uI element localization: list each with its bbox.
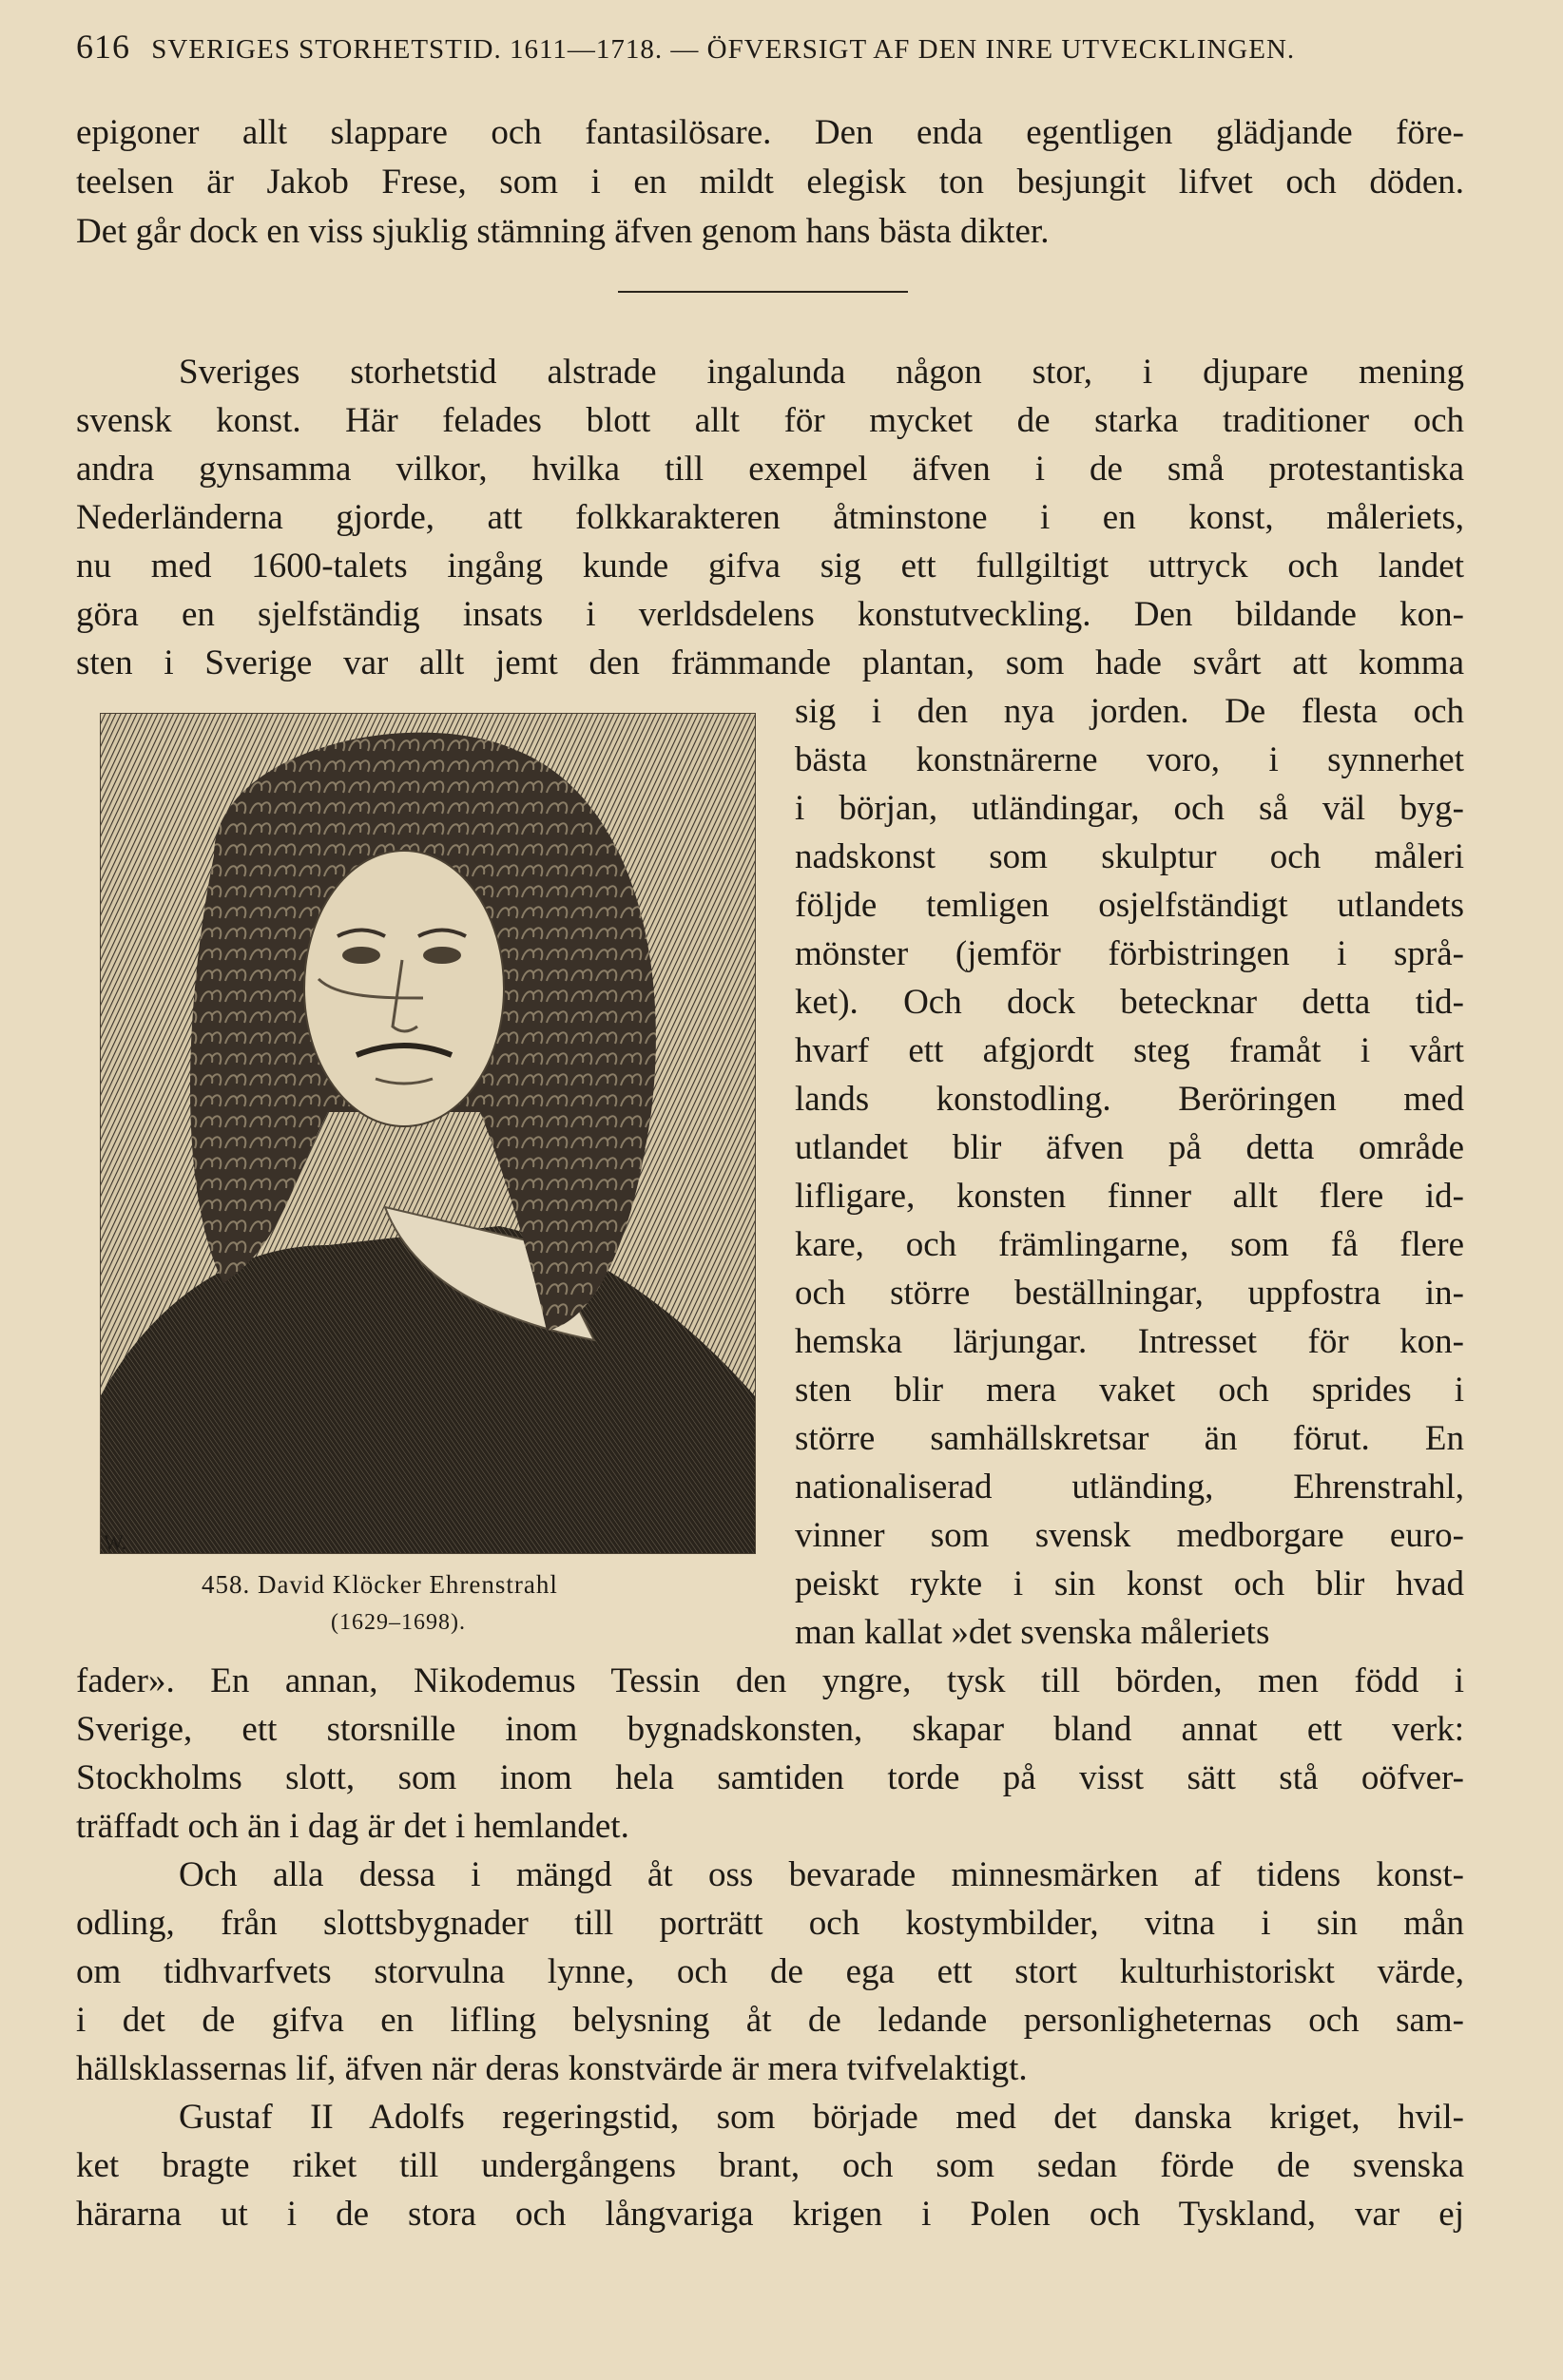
- text-line: nadskonst som skulptur och måleri: [795, 837, 1464, 876]
- text-line: träffadt och än i dag är det i hemlandet.: [76, 1807, 629, 1846]
- text-line: peiskt rykte i sin konst och blir hvad: [795, 1564, 1464, 1603]
- left-eye: [342, 947, 380, 964]
- text-line: sten i Sverige var allt jemt den främmande plantan, som hade svårt att komma: [76, 643, 1464, 682]
- figure-caption: 458. David Klöcker Ehrenstrahl: [202, 1570, 558, 1599]
- engraver-mark: W.: [104, 1530, 127, 1554]
- text-line: ket bragte riket till undergångens brant, och som sedan förde de svenska: [76, 2146, 1464, 2185]
- text-line: lands konstodling. Beröringen med: [795, 1080, 1464, 1119]
- text-line: bästa konstnärerne voro, i synnerhet: [795, 740, 1464, 779]
- text-line: man kallat »det svenska måleriets: [795, 1613, 1270, 1652]
- text-line: epigoner allt slappare och fantasilösare. Den enda egentligen glädjande före-: [76, 113, 1464, 152]
- text-line: odling, från slottsbygnader till porträtt och kostymbilder, vitna i sin mån: [76, 1904, 1464, 1943]
- text-line: i det de gifva en lifling belysning åt de ledande personligheternas och sam-: [76, 2001, 1464, 2040]
- text-line: Sverige, ett storsnille inom bygnadskonsten, skapar bland annat ett verk:: [76, 1710, 1464, 1749]
- text-line: och större beställningar, uppfostra in-: [795, 1274, 1464, 1313]
- text-line: följde temligen osjelfständigt utlandets: [795, 886, 1464, 925]
- running-header: [76, 27, 1483, 67]
- text-line: hemska lärjungar. Intresset för kon-: [795, 1322, 1464, 1361]
- text-line: Stockholms slott, som inom hela samtiden torde på visst sätt stå oöfver-: [76, 1758, 1464, 1797]
- section-divider: [618, 291, 908, 293]
- text-line: sten blir mera vaket och sprides i: [795, 1371, 1464, 1410]
- text-line: större samhällskretsar än förut. En: [795, 1419, 1464, 1458]
- portrait-engraving: [100, 713, 756, 1554]
- text-line: nu med 1600-talets ingång kunde gifva sig ett fullgiltigt uttryck och landet: [76, 547, 1464, 585]
- text-line: om tidhvarfvets storvulna lynne, och de ega ett stort kulturhistoriskt värde,: [76, 1952, 1464, 1991]
- text-line: vinner som svensk medborgare euro-: [795, 1516, 1464, 1555]
- text-line: härarna ut i de stora och långvariga krigen i Polen och Tyskland, var ej: [76, 2195, 1464, 2234]
- text-line: Det går dock en viss sjuklig stämning äfven genom hans bästa dikter.: [76, 212, 1050, 251]
- text-line: i början, utländingar, och så väl byg-: [795, 789, 1464, 828]
- right-eye: [423, 947, 461, 964]
- text-line: mönster (jemför förbistringen i språ-: [795, 934, 1464, 973]
- text-line: andra gynsamma vilkor, hvilka till exempel äfven i de små protestantiska: [76, 450, 1464, 489]
- text-line: teelsen är Jakob Frese, som i en mildt elegisk ton besjungit lifvet och döden.: [76, 163, 1464, 202]
- text-line: lifligare, konsten finner allt flere id-: [795, 1177, 1464, 1216]
- text-line: Gustaf II Adolfs regeringstid, som började med det danska kriget, hvil-: [179, 2098, 1464, 2137]
- text-line: nationaliserad utländing, Ehrenstrahl,: [795, 1468, 1464, 1507]
- text-line: Nederländerna gjorde, att folkkarakteren åtminstone i en konst, måleriets,: [76, 498, 1464, 537]
- text-line: göra en sjelfständig insats i verldsdelens konstutveckling. Den bildande kon-: [76, 595, 1464, 634]
- text-line: sig i den nya jorden. De flesta och: [795, 692, 1464, 731]
- text-line: Sveriges storhetstid alstrade ingalunda någon stor, i djupare mening: [179, 353, 1464, 392]
- page-number: 616: [76, 28, 130, 66]
- text-line: svensk konst. Här felades blott allt för mycket de starka traditioner och: [76, 401, 1464, 440]
- running-title: SVERIGES STORHETSTID. 1611—1718. — ÖFVERSIGT AF DEN INRE UTVECKLINGEN.: [151, 34, 1296, 65]
- text-line: ket). Och dock betecknar detta tid-: [795, 983, 1464, 1022]
- text-line: fader». En annan, Nikodemus Tessin den yngre, tysk till börden, men född i: [76, 1661, 1464, 1700]
- text-line: kare, och främlingarne, som få flere: [795, 1225, 1464, 1264]
- text-line: utlandet blir äfven på detta område: [795, 1128, 1464, 1167]
- text-line: Och alla dessa i mängd åt oss bevarade minnesmärken af tidens konst-: [179, 1855, 1464, 1894]
- text-line: hvarf ett afgjordt steg framåt i vårt: [795, 1031, 1464, 1070]
- text-line: hällsklassernas lif, äfven när deras konstvärde är mera tvifvelaktigt.: [76, 2049, 1028, 2088]
- figure-dates: (1629–1698).: [331, 1610, 466, 1635]
